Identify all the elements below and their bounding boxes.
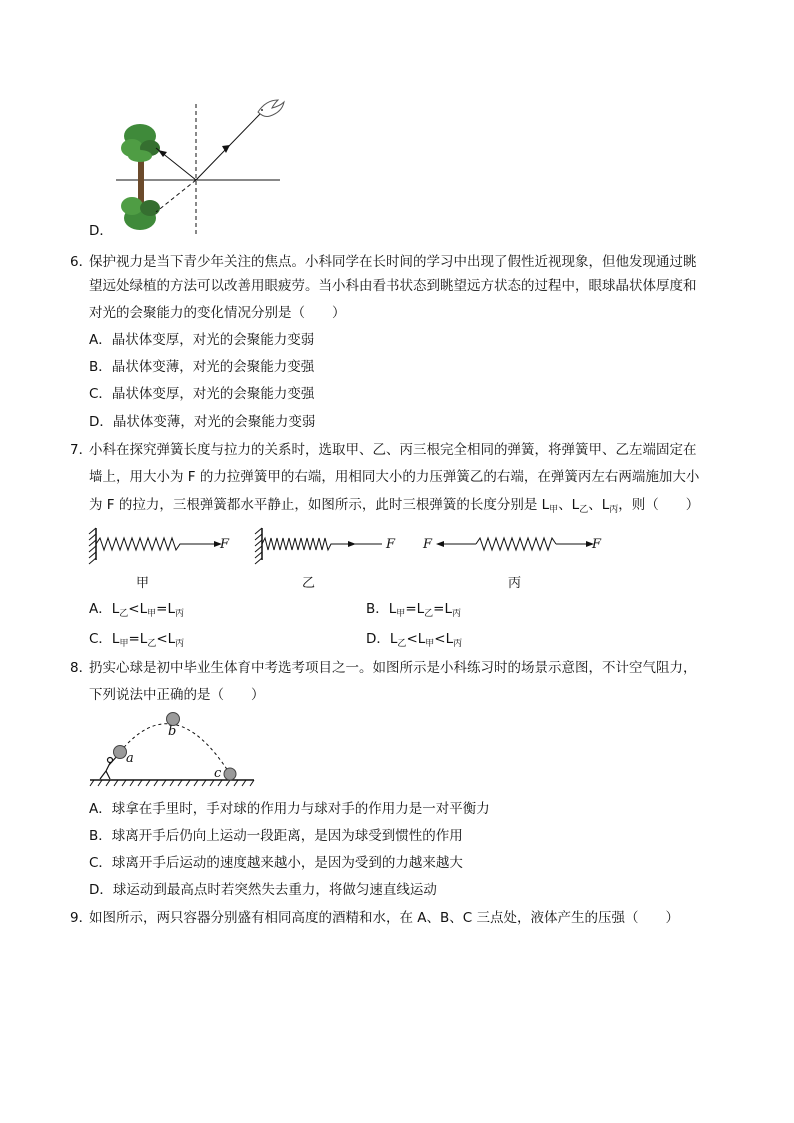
q7-option-a[interactable]: A．$L_乙<L_甲=L_丙$ (89, 601, 184, 619)
q7-option-b[interactable]: B．$L_甲=L_乙=L_丙$ (366, 601, 462, 619)
q8-point-a: a (126, 751, 134, 766)
q8-throw-figure (88, 708, 258, 790)
q8-point-b: b (168, 724, 177, 739)
q6-stem-line1: 保护视力是当下青少年关注的焦点。小科同学在长时间的学习中出现了假性近视现象，但他发现通过眺 (89, 254, 697, 270)
q7-label-jia: 甲 (136, 576, 150, 591)
q7-stem-line2: 墙上，用大小为 F 的力拉弹簧甲的右端，用相同大小的力压弹簧乙的右端，在弹簧丙左右两端施加大小 (89, 469, 700, 485)
wall-hatch-icon (89, 528, 96, 564)
spring-bing (476, 538, 556, 550)
thrower-icon (100, 755, 118, 779)
q7-force-label-bing-left: F (423, 537, 433, 552)
q6-stem-line2: 望远处绿植的方法可以改善用眼疲劳。当小科由看书状态到眺望远方状态的过程中，眼球晶状体厚度和 (89, 278, 697, 294)
q7-spring-figure (86, 524, 616, 564)
q8-option-b[interactable]: B．球离开手后仍向上运动一段距离，是因为球受到惯性的作用 (89, 828, 463, 844)
tree-icon (121, 124, 160, 180)
ball-c (224, 768, 236, 780)
q9-stem: 如图所示，两只容器分别盛有相同高度的酒精和水，在 A、B、C 三点处，液体产生的压强（ ） (89, 910, 680, 926)
q7-stem-line1: 小科在探究弹簧长度与拉力的关系时，选取甲、乙、丙三根完全相同的弹簧，将弹簧甲、乙左端固定在 (89, 442, 697, 458)
q8-option-c[interactable]: C．球离开手后运动的速度越来越小，是因为受到的力越来越大 (89, 855, 463, 871)
q7-label-yi: 乙 (302, 576, 316, 591)
q8-option-d[interactable]: D．球运动到最高点时若突然失去重力，将做匀速直线运动 (89, 882, 437, 898)
q7-number: 7． (70, 442, 93, 458)
q9-number: 9． (70, 910, 93, 926)
q7-force-label-jia: F (220, 537, 230, 552)
tree-reflection-icon (121, 180, 160, 230)
q6-option-b[interactable]: B．晶状体变薄，对光的会聚能力变强 (89, 359, 315, 375)
q6-option-c[interactable]: C．晶状体变厚，对光的会聚能力变强 (89, 386, 315, 402)
q7-force-label-bing-right: F (592, 537, 602, 552)
q8-point-c: c (214, 766, 222, 781)
q8-stem-line1: 扔实心球是初中毕业生体育中考选考项目之一。如图所示是小科练习时的场景示意图，不计空气阻力， (89, 660, 697, 676)
ball-a (114, 746, 127, 759)
q7-force-label-yi: F (386, 537, 396, 552)
q7-option-c[interactable]: C．$L_甲=L_乙<L_丙$ (89, 631, 185, 649)
q6-option-a[interactable]: A．晶状体变厚，对光的会聚能力变弱 (89, 332, 315, 348)
q7-stem-line3: 为 F 的拉力，三根弹簧都水平静止，如图所示，此时三根弹簧的长度分别是 $L_甲$、$L_乙$、$L_丙$，则（ ） (89, 497, 700, 515)
q5-reflection-figure (112, 96, 292, 238)
q7-label-bing: 丙 (508, 576, 522, 591)
q8-option-a[interactable]: A．球拿在手里时，手对球的作用力与球对手的作用力是一对平衡力 (89, 801, 490, 817)
spring-yi (262, 538, 348, 550)
q7-option-d[interactable]: D．$L_乙<L_甲<L_丙$ (366, 631, 463, 649)
q8-number: 8． (70, 660, 93, 676)
q6-option-d[interactable]: D．晶状体变薄，对光的会聚能力变弱 (89, 414, 316, 430)
spring-jia (96, 538, 182, 550)
wall-hatch-icon (255, 528, 262, 564)
q5-option-d: D． (89, 223, 113, 239)
q6-stem-line3: 对光的会聚能力的变化情况分别是（ ） (89, 305, 346, 321)
q6-number: 6． (70, 254, 93, 270)
q8-stem-line2: 下列说法中正确的是（ ） (89, 687, 265, 703)
dove-icon (258, 100, 284, 117)
